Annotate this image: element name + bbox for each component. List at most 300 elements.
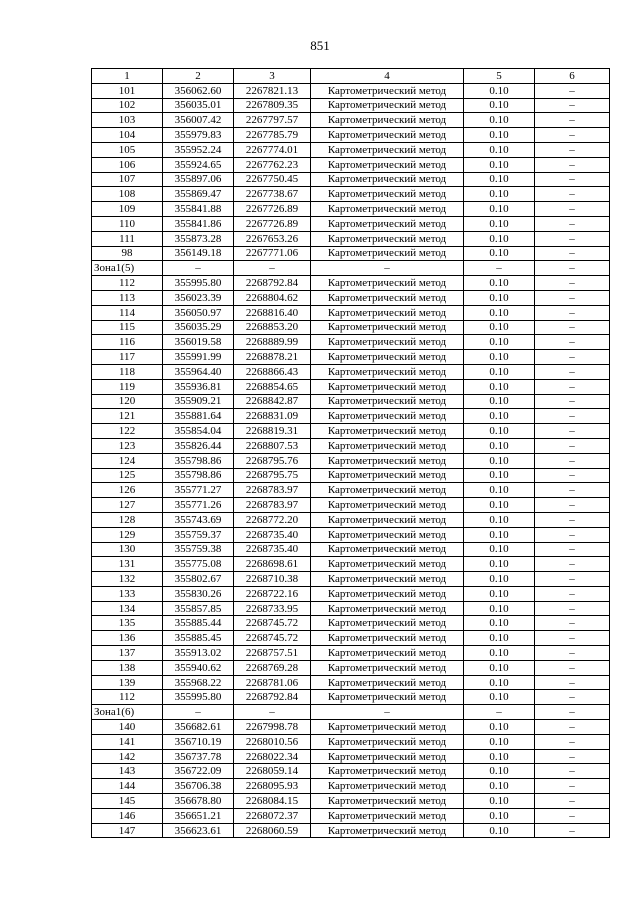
y-coordinate-cell: 2268772.20	[234, 512, 311, 527]
point-number-cell: 130	[92, 542, 163, 557]
method-cell: Картометрический метод	[311, 187, 464, 202]
table-row	[92, 675, 610, 690]
table-row	[92, 231, 610, 246]
description-cell: –	[535, 276, 610, 291]
y-coordinate-cell: 2268816.40	[234, 305, 311, 320]
accuracy-cell: 0.10	[464, 808, 535, 823]
method-cell: Картометрический метод	[311, 675, 464, 690]
description-cell: –	[535, 512, 610, 527]
header-cell-3: 3	[234, 69, 311, 84]
description-cell: –	[535, 157, 610, 172]
table-row	[92, 216, 610, 231]
x-coordinate-cell: 356710.19	[163, 734, 234, 749]
description-cell: –	[535, 794, 610, 809]
description-cell: –	[535, 142, 610, 157]
method-cell: Картометрический метод	[311, 305, 464, 320]
x-coordinate-cell: 355897.06	[163, 172, 234, 187]
x-coordinate-cell: 355873.28	[163, 231, 234, 246]
y-coordinate-cell: 2268769.28	[234, 660, 311, 675]
method-cell: Картометрический метод	[311, 498, 464, 513]
x-coordinate-cell: 355798.86	[163, 468, 234, 483]
table-row	[92, 616, 610, 631]
accuracy-cell: 0.10	[464, 409, 535, 424]
accuracy-cell: 0.10	[464, 187, 535, 202]
method-cell: Картометрический метод	[311, 734, 464, 749]
point-number-cell: 113	[92, 290, 163, 305]
accuracy-cell: 0.10	[464, 527, 535, 542]
point-number-cell: Зона1(6)	[92, 705, 163, 720]
x-coordinate-cell: 355968.22	[163, 675, 234, 690]
x-coordinate-cell: 355798.86	[163, 453, 234, 468]
table-row	[92, 335, 610, 350]
description-cell: –	[535, 660, 610, 675]
method-cell: Картометрический метод	[311, 483, 464, 498]
table-row	[92, 468, 610, 483]
accuracy-cell: 0.10	[464, 216, 535, 231]
description-cell: –	[535, 305, 610, 320]
x-coordinate-cell: 355995.80	[163, 690, 234, 705]
table-body	[92, 69, 610, 838]
table-row	[92, 246, 610, 261]
description-cell: –	[535, 616, 610, 631]
x-coordinate-cell: 356035.29	[163, 320, 234, 335]
point-number-cell: 138	[92, 660, 163, 675]
table-row	[92, 98, 610, 113]
x-coordinate-cell: 356651.21	[163, 808, 234, 823]
x-coordinate-cell: 356706.38	[163, 779, 234, 794]
accuracy-cell: 0.10	[464, 498, 535, 513]
y-coordinate-cell: 2268735.40	[234, 527, 311, 542]
point-number-cell: 141	[92, 734, 163, 749]
table-row	[92, 320, 610, 335]
point-number-cell: 133	[92, 586, 163, 601]
method-cell: –	[311, 261, 464, 276]
point-number-cell: 112	[92, 690, 163, 705]
accuracy-cell: 0.10	[464, 601, 535, 616]
accuracy-cell: 0.10	[464, 113, 535, 128]
y-coordinate-cell: 2267771.06	[234, 246, 311, 261]
y-coordinate-cell: 2267821.13	[234, 83, 311, 98]
accuracy-cell: –	[464, 261, 535, 276]
accuracy-cell: 0.10	[464, 276, 535, 291]
table-header-row	[92, 69, 610, 84]
point-number-cell: 118	[92, 364, 163, 379]
accuracy-cell: 0.10	[464, 424, 535, 439]
zone-header-row	[92, 261, 610, 276]
point-number-cell: 145	[92, 794, 163, 809]
point-number-cell: 114	[92, 305, 163, 320]
description-cell: –	[535, 379, 610, 394]
table-row	[92, 305, 610, 320]
accuracy-cell: 0.10	[464, 364, 535, 379]
method-cell: Картометрический метод	[311, 779, 464, 794]
method-cell: Картометрический метод	[311, 646, 464, 661]
page-number: 851	[310, 38, 330, 53]
method-cell: Картометрический метод	[311, 83, 464, 98]
method-cell: Картометрический метод	[311, 231, 464, 246]
y-coordinate-cell: 2268783.97	[234, 483, 311, 498]
accuracy-cell: 0.10	[464, 572, 535, 587]
accuracy-cell: 0.10	[464, 794, 535, 809]
method-cell: Картометрический метод	[311, 276, 464, 291]
description-cell: –	[535, 557, 610, 572]
description-cell: –	[535, 231, 610, 246]
coordinates-table	[91, 68, 610, 838]
table-row	[92, 379, 610, 394]
y-coordinate-cell: 2267726.89	[234, 202, 311, 217]
description-cell: –	[535, 764, 610, 779]
method-cell: Картометрический метод	[311, 808, 464, 823]
x-coordinate-cell: 355979.83	[163, 128, 234, 143]
x-coordinate-cell: 355995.80	[163, 276, 234, 291]
description-cell: –	[535, 216, 610, 231]
accuracy-cell: 0.10	[464, 394, 535, 409]
y-coordinate-cell: 2268745.72	[234, 616, 311, 631]
description-cell: –	[535, 335, 610, 350]
method-cell: Картометрический метод	[311, 98, 464, 113]
accuracy-cell: 0.10	[464, 438, 535, 453]
y-coordinate-cell: 2268084.15	[234, 794, 311, 809]
table-row	[92, 187, 610, 202]
x-coordinate-cell: 355759.37	[163, 527, 234, 542]
method-cell: Картометрический метод	[311, 320, 464, 335]
point-number-cell: 111	[92, 231, 163, 246]
x-coordinate-cell: 355854.04	[163, 424, 234, 439]
description-cell: –	[535, 424, 610, 439]
description-cell: –	[535, 98, 610, 113]
x-coordinate-cell: 355936.81	[163, 379, 234, 394]
x-coordinate-cell: 355771.26	[163, 498, 234, 513]
method-cell: Картометрический метод	[311, 379, 464, 394]
table-row	[92, 631, 610, 646]
accuracy-cell: 0.10	[464, 512, 535, 527]
y-coordinate-cell: 2268866.43	[234, 364, 311, 379]
method-cell: Картометрический метод	[311, 453, 464, 468]
point-number-cell: 132	[92, 572, 163, 587]
description-cell: –	[535, 364, 610, 379]
x-coordinate-cell: 356062.60	[163, 83, 234, 98]
x-coordinate-cell: 356722.09	[163, 764, 234, 779]
point-number-cell: 126	[92, 483, 163, 498]
method-cell: Картометрический метод	[311, 157, 464, 172]
method-cell: Картометрический метод	[311, 246, 464, 261]
accuracy-cell: 0.10	[464, 616, 535, 631]
table-row	[92, 276, 610, 291]
table-row	[92, 779, 610, 794]
point-number-cell: 106	[92, 157, 163, 172]
point-number-cell: 109	[92, 202, 163, 217]
table-row	[92, 113, 610, 128]
point-number-cell: 115	[92, 320, 163, 335]
accuracy-cell: 0.10	[464, 290, 535, 305]
description-cell: –	[535, 720, 610, 735]
y-coordinate-cell: 2268781.06	[234, 675, 311, 690]
description-cell: –	[535, 128, 610, 143]
x-coordinate-cell: 355802.67	[163, 572, 234, 587]
method-cell: Картометрический метод	[311, 616, 464, 631]
method-cell: Картометрический метод	[311, 794, 464, 809]
method-cell: Картометрический метод	[311, 749, 464, 764]
point-number-cell: 103	[92, 113, 163, 128]
description-cell: –	[535, 483, 610, 498]
method-cell: Картометрический метод	[311, 142, 464, 157]
y-coordinate-cell: 2268010.56	[234, 734, 311, 749]
description-cell: –	[535, 572, 610, 587]
y-coordinate-cell: 2268792.84	[234, 690, 311, 705]
accuracy-cell: 0.10	[464, 749, 535, 764]
table-row	[92, 720, 610, 735]
y-coordinate-cell: 2268710.38	[234, 572, 311, 587]
method-cell: Картометрический метод	[311, 542, 464, 557]
table-row	[92, 660, 610, 675]
method-cell: Картометрический метод	[311, 764, 464, 779]
x-coordinate-cell: –	[163, 705, 234, 720]
x-coordinate-cell: 355885.45	[163, 631, 234, 646]
accuracy-cell: 0.10	[464, 646, 535, 661]
description-cell: –	[535, 646, 610, 661]
point-number-cell: 146	[92, 808, 163, 823]
table-row	[92, 586, 610, 601]
point-number-cell: 139	[92, 675, 163, 690]
accuracy-cell: 0.10	[464, 734, 535, 749]
y-coordinate-cell: 2267797.57	[234, 113, 311, 128]
y-coordinate-cell: 2268853.20	[234, 320, 311, 335]
table-row	[92, 424, 610, 439]
x-coordinate-cell: 356149.18	[163, 246, 234, 261]
description-cell: –	[535, 468, 610, 483]
point-number-cell: 144	[92, 779, 163, 794]
y-coordinate-cell: 2268783.97	[234, 498, 311, 513]
x-coordinate-cell: 355771.27	[163, 483, 234, 498]
accuracy-cell: 0.10	[464, 690, 535, 705]
x-coordinate-cell: 355924.65	[163, 157, 234, 172]
y-coordinate-cell: 2268733.95	[234, 601, 311, 616]
x-coordinate-cell: 355775.08	[163, 557, 234, 572]
y-coordinate-cell: 2267726.89	[234, 216, 311, 231]
y-coordinate-cell: 2268819.31	[234, 424, 311, 439]
table-row	[92, 409, 610, 424]
x-coordinate-cell: 355881.64	[163, 409, 234, 424]
point-number-cell: 131	[92, 557, 163, 572]
y-coordinate-cell: 2268722.16	[234, 586, 311, 601]
x-coordinate-cell: 355991.99	[163, 350, 234, 365]
table-row	[92, 646, 610, 661]
table-row	[92, 734, 610, 749]
y-coordinate-cell: 2268060.59	[234, 823, 311, 838]
accuracy-cell: 0.10	[464, 142, 535, 157]
point-number-cell: 135	[92, 616, 163, 631]
y-coordinate-cell: 2268889.99	[234, 335, 311, 350]
method-cell: Картометрический метод	[311, 438, 464, 453]
y-coordinate-cell: 2267750.45	[234, 172, 311, 187]
accuracy-cell: 0.10	[464, 98, 535, 113]
table-row	[92, 364, 610, 379]
description-cell: –	[535, 808, 610, 823]
point-number-cell: 121	[92, 409, 163, 424]
y-coordinate-cell: 2268059.14	[234, 764, 311, 779]
x-coordinate-cell: 355743.69	[163, 512, 234, 527]
table-row	[92, 438, 610, 453]
accuracy-cell: 0.10	[464, 157, 535, 172]
x-coordinate-cell: 355841.88	[163, 202, 234, 217]
table-row	[92, 157, 610, 172]
header-cell-5: 5	[464, 69, 535, 84]
table-row	[92, 690, 610, 705]
description-cell: –	[535, 438, 610, 453]
accuracy-cell: 0.10	[464, 379, 535, 394]
y-coordinate-cell: –	[234, 261, 311, 276]
method-cell: Картометрический метод	[311, 394, 464, 409]
accuracy-cell: 0.10	[464, 720, 535, 735]
y-coordinate-cell: 2268795.76	[234, 453, 311, 468]
point-number-cell: 147	[92, 823, 163, 838]
x-coordinate-cell: 355952.24	[163, 142, 234, 157]
table-row	[92, 512, 610, 527]
point-number-cell: Зона1(5)	[92, 261, 163, 276]
x-coordinate-cell: 355830.26	[163, 586, 234, 601]
y-coordinate-cell: 2267738.67	[234, 187, 311, 202]
point-number-cell: 137	[92, 646, 163, 661]
y-coordinate-cell: 2268831.09	[234, 409, 311, 424]
accuracy-cell: 0.10	[464, 305, 535, 320]
description-cell: –	[535, 601, 610, 616]
point-number-cell: 124	[92, 453, 163, 468]
accuracy-cell: 0.10	[464, 350, 535, 365]
x-coordinate-cell: 356007.42	[163, 113, 234, 128]
y-coordinate-cell: 2268792.84	[234, 276, 311, 291]
table-row	[92, 350, 610, 365]
y-coordinate-cell: 2267998.78	[234, 720, 311, 735]
description-cell: –	[535, 749, 610, 764]
description-cell: –	[535, 187, 610, 202]
method-cell: Картометрический метод	[311, 690, 464, 705]
y-coordinate-cell: 2268854.65	[234, 379, 311, 394]
description-cell: –	[535, 350, 610, 365]
y-coordinate-cell: 2267762.23	[234, 157, 311, 172]
description-cell: –	[535, 586, 610, 601]
x-coordinate-cell: 356050.97	[163, 305, 234, 320]
description-cell: –	[535, 113, 610, 128]
y-coordinate-cell: 2267809.35	[234, 98, 311, 113]
accuracy-cell: 0.10	[464, 128, 535, 143]
x-coordinate-cell: 355759.38	[163, 542, 234, 557]
point-number-cell: 110	[92, 216, 163, 231]
x-coordinate-cell: 356737.78	[163, 749, 234, 764]
method-cell: Картометрический метод	[311, 823, 464, 838]
description-cell: –	[535, 202, 610, 217]
description-cell: –	[535, 734, 610, 749]
description-cell: –	[535, 498, 610, 513]
table-row	[92, 572, 610, 587]
point-number-cell: 143	[92, 764, 163, 779]
y-coordinate-cell: 2268072.37	[234, 808, 311, 823]
header-cell-1: 1	[92, 69, 163, 84]
accuracy-cell: 0.10	[464, 779, 535, 794]
y-coordinate-cell: 2268022.34	[234, 749, 311, 764]
x-coordinate-cell: 355913.02	[163, 646, 234, 661]
method-cell: Картометрический метод	[311, 468, 464, 483]
method-cell: Картометрический метод	[311, 113, 464, 128]
accuracy-cell: 0.10	[464, 823, 535, 838]
x-coordinate-cell: 355940.62	[163, 660, 234, 675]
x-coordinate-cell: 355826.44	[163, 438, 234, 453]
x-coordinate-cell: 355909.21	[163, 394, 234, 409]
description-cell: –	[535, 542, 610, 557]
accuracy-cell: 0.10	[464, 542, 535, 557]
method-cell: Картометрический метод	[311, 172, 464, 187]
table-row	[92, 453, 610, 468]
point-number-cell: 98	[92, 246, 163, 261]
accuracy-cell: 0.10	[464, 335, 535, 350]
x-coordinate-cell: 356623.61	[163, 823, 234, 838]
zone-header-row	[92, 705, 610, 720]
table-row	[92, 823, 610, 838]
x-coordinate-cell: 355857.85	[163, 601, 234, 616]
header-cell-2: 2	[163, 69, 234, 84]
description-cell: –	[535, 823, 610, 838]
description-cell: –	[535, 290, 610, 305]
method-cell: Картометрический метод	[311, 601, 464, 616]
y-coordinate-cell: 2268878.21	[234, 350, 311, 365]
table-row	[92, 764, 610, 779]
y-coordinate-cell: 2267785.79	[234, 128, 311, 143]
table-row	[92, 202, 610, 217]
point-number-cell: 136	[92, 631, 163, 646]
table-row	[92, 172, 610, 187]
point-number-cell: 107	[92, 172, 163, 187]
accuracy-cell: 0.10	[464, 83, 535, 98]
accuracy-cell: 0.10	[464, 246, 535, 261]
y-coordinate-cell: –	[234, 705, 311, 720]
description-cell: –	[535, 172, 610, 187]
accuracy-cell: 0.10	[464, 468, 535, 483]
description-cell: –	[535, 320, 610, 335]
table-row	[92, 808, 610, 823]
x-coordinate-cell: 356682.61	[163, 720, 234, 735]
method-cell: Картометрический метод	[311, 631, 464, 646]
table-row	[92, 142, 610, 157]
accuracy-cell: –	[464, 705, 535, 720]
accuracy-cell: 0.10	[464, 675, 535, 690]
table-row	[92, 794, 610, 809]
header-cell-4: 4	[311, 69, 464, 84]
table-row	[92, 749, 610, 764]
description-cell: –	[535, 690, 610, 705]
point-number-cell: 101	[92, 83, 163, 98]
method-cell: Картометрический метод	[311, 202, 464, 217]
point-number-cell: 112	[92, 276, 163, 291]
method-cell: Картометрический метод	[311, 586, 464, 601]
header-cell-6: 6	[535, 69, 610, 84]
description-cell: –	[535, 246, 610, 261]
point-number-cell: 134	[92, 601, 163, 616]
y-coordinate-cell: 2268804.62	[234, 290, 311, 305]
method-cell: –	[311, 705, 464, 720]
accuracy-cell: 0.10	[464, 483, 535, 498]
table-row	[92, 557, 610, 572]
method-cell: Картометрический метод	[311, 512, 464, 527]
description-cell: –	[535, 527, 610, 542]
table-row	[92, 290, 610, 305]
accuracy-cell: 0.10	[464, 586, 535, 601]
x-coordinate-cell: 355869.47	[163, 187, 234, 202]
method-cell: Картометрический метод	[311, 364, 464, 379]
accuracy-cell: 0.10	[464, 231, 535, 246]
x-coordinate-cell: 356023.39	[163, 290, 234, 305]
y-coordinate-cell: 2268807.53	[234, 438, 311, 453]
accuracy-cell: 0.10	[464, 764, 535, 779]
table-row	[92, 483, 610, 498]
